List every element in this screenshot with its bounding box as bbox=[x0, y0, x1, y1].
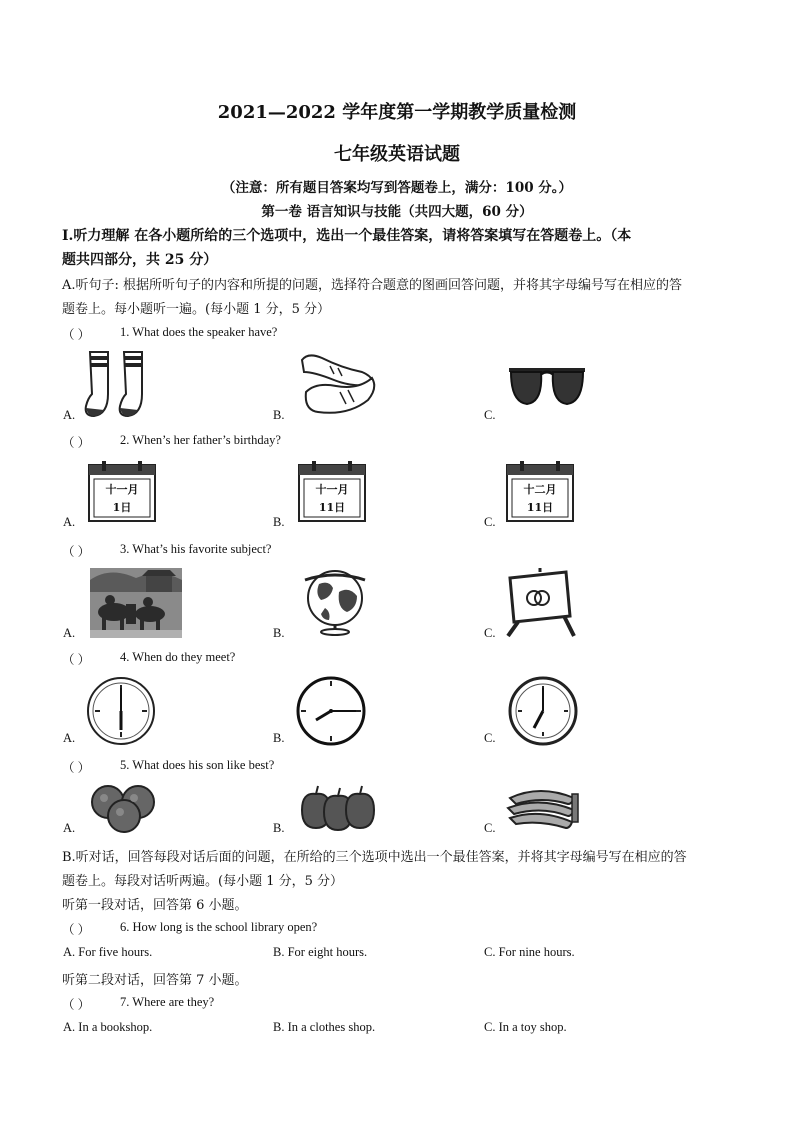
question-2-text: 2. When’s her father’s birthday? bbox=[120, 433, 281, 447]
question-3-paren[interactable]: （ ） bbox=[62, 545, 91, 559]
question-5-paren[interactable]: （ ） bbox=[62, 761, 91, 775]
q3-option-c-label[interactable]: C. bbox=[484, 626, 496, 640]
calendar-day: 11日 bbox=[526, 501, 554, 514]
part-b-instructions-line2: 题卷上。每段对话听两遍。(每小题 1 分，5 分） bbox=[62, 874, 344, 889]
q2-option-b-label[interactable]: B. bbox=[273, 515, 285, 529]
calendar-day: 1日 bbox=[112, 501, 132, 514]
q3-option-b-label[interactable]: B. bbox=[273, 626, 285, 640]
part-title: 第一卷 语言知识与技能（共四大题，60 分） bbox=[261, 204, 533, 220]
question-4-paren[interactable]: （ ） bbox=[62, 653, 91, 667]
exam-subtitle: 七年级英语试题 bbox=[334, 144, 460, 165]
question-6-text: 6. How long is the school library open? bbox=[120, 920, 318, 934]
sneakers-image bbox=[300, 352, 380, 422]
q6-option-b[interactable]: B. For eight hours. bbox=[273, 945, 368, 959]
globe-image bbox=[295, 568, 375, 636]
q5-option-b-label[interactable]: B. bbox=[273, 821, 285, 835]
question-1-text: 1. What does the speaker have? bbox=[120, 325, 278, 339]
calendar-day: 11日 bbox=[318, 501, 346, 514]
question-2-paren[interactable]: （ ） bbox=[62, 436, 91, 450]
exam-note: （注意：所有题目答案均写到答题卷上，满分：100 分。） bbox=[221, 180, 573, 196]
history-image bbox=[90, 568, 182, 638]
q4-option-c-label[interactable]: C. bbox=[484, 731, 496, 745]
bananas-image bbox=[506, 784, 580, 834]
calendar-month: 十一月 bbox=[315, 483, 349, 496]
oranges-image bbox=[88, 782, 164, 834]
q2-option-c-label[interactable]: C. bbox=[484, 515, 496, 529]
q4-option-a-label[interactable]: A. bbox=[63, 731, 76, 745]
clock-8-15-image bbox=[296, 676, 366, 746]
question-3-text: 3. What’s his favorite subject? bbox=[120, 542, 272, 556]
calendar-image-b bbox=[298, 461, 366, 523]
calendar-month: 十二月 bbox=[523, 483, 557, 496]
q1-option-c-label[interactable]: C. bbox=[484, 408, 496, 422]
q5-option-a-label[interactable]: A. bbox=[63, 821, 76, 835]
q1-option-b-label[interactable]: B. bbox=[273, 408, 285, 422]
q3-option-a-label[interactable]: A. bbox=[63, 626, 76, 640]
question-5-text: 5. What does his son like best? bbox=[120, 758, 275, 772]
calendar-month: 十一月 bbox=[105, 483, 139, 496]
q6-option-a[interactable]: A. For five hours. bbox=[63, 945, 153, 959]
q7-option-b[interactable]: B. In a clothes shop. bbox=[273, 1020, 376, 1034]
part-a-instructions-line1: A.听句子: 根据所听句子的内容和所提的问题，选择符合题意的图画回答问题，并将其字母编号写在相应的答 bbox=[62, 278, 683, 293]
apples-image bbox=[296, 784, 380, 834]
q5-option-c-label[interactable]: C. bbox=[484, 821, 496, 835]
section-heading-line2: 题共四部分，共 25 分） bbox=[62, 252, 218, 268]
question-1-paren[interactable]: （ ） bbox=[62, 328, 91, 342]
calendar-image-a bbox=[88, 461, 156, 523]
dialog-2-instruction: 听第二段对话，回答第 7 小题。 bbox=[62, 973, 248, 988]
q2-option-a-label[interactable]: A. bbox=[63, 515, 76, 529]
q6-option-c[interactable]: C. For nine hours. bbox=[484, 945, 575, 959]
clock-7-image bbox=[508, 676, 578, 746]
q7-option-a[interactable]: A. In a bookshop. bbox=[63, 1020, 153, 1034]
question-7-text: 7. Where are they? bbox=[120, 995, 215, 1009]
q7-option-c[interactable]: C. In a toy shop. bbox=[484, 1020, 567, 1034]
easel-image bbox=[504, 568, 578, 638]
socks-image bbox=[84, 350, 159, 420]
dialog-1-instruction: 听第一段对话，回答第 6 小题。 bbox=[62, 898, 248, 913]
part-b-instructions-line1: B.听对话，回答每段对话后面的问题，在所给的三个选项中选出一个最佳答案，并将其字母编号写在相应的答 bbox=[62, 850, 687, 865]
part-a-instructions-line2: 题卷上。每小题听一遍。(每小题 1 分，5 分） bbox=[62, 302, 331, 317]
calendar-image-c bbox=[506, 461, 574, 523]
question-4-text: 4. When do they meet? bbox=[120, 650, 236, 664]
question-6-paren[interactable]: （ ） bbox=[62, 923, 91, 937]
exam-title: 2021—2022 学年度第一学期教学质量检测 bbox=[217, 102, 577, 123]
question-7-paren[interactable]: （ ） bbox=[62, 998, 91, 1012]
q4-option-b-label[interactable]: B. bbox=[273, 731, 285, 745]
section-heading-line1: Ⅰ.听力理解 在各小题所给的三个选项中，选出一个最佳答案，请将答案填写在答题卷上。（本 bbox=[62, 228, 632, 244]
q1-option-a-label[interactable]: A. bbox=[63, 408, 76, 422]
sunglasses-image bbox=[507, 358, 587, 418]
clock-6-image bbox=[86, 676, 156, 746]
